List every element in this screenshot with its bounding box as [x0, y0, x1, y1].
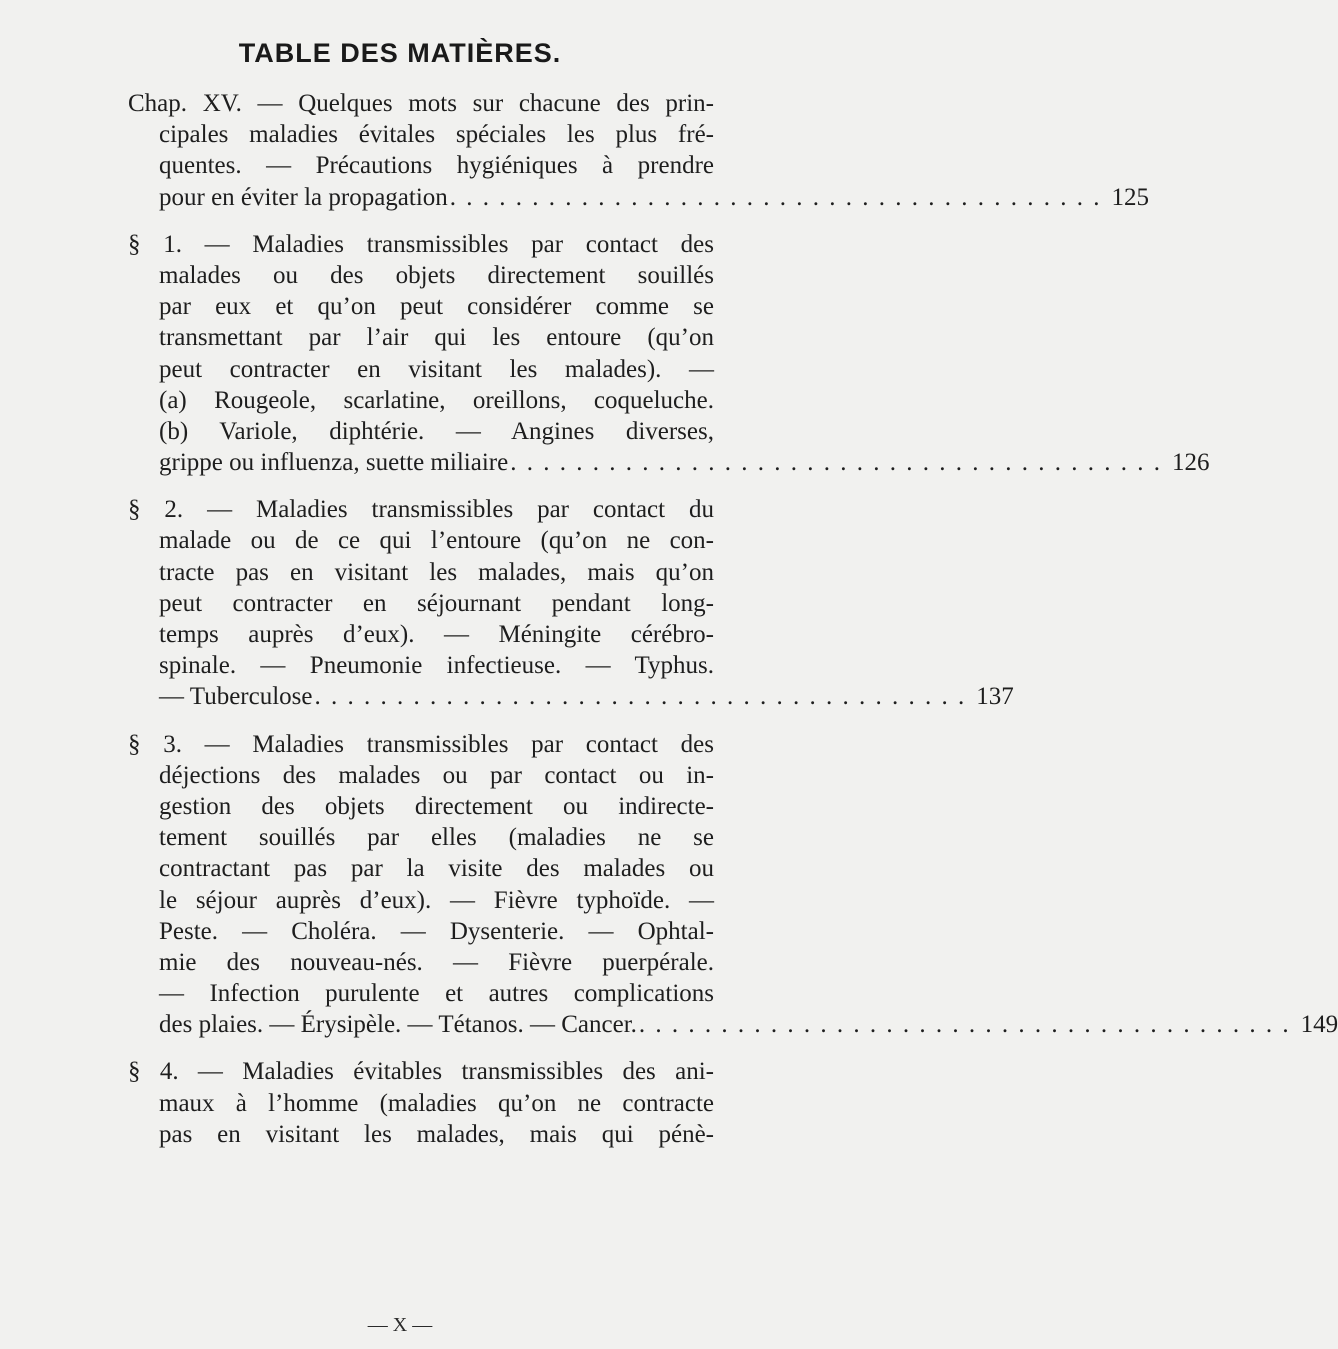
toc-entry-last-line: [128, 681, 1014, 712]
toc-entry-line: tement souillés par elles (maladies ne se: [159, 824, 714, 852]
toc-entry: [128, 494, 1014, 712]
toc-entry-text: grippe ou influenza, suette miliaire: [159, 449, 509, 477]
toc-entry: [128, 229, 1210, 479]
toc-entry-line: malade ou de ce qui l’entoure (qu’on ne con-: [159, 527, 714, 555]
page-folio: — X —: [367, 1314, 433, 1336]
toc-entry-line: § 4. — Maladies évitables transmissibles des ani-: [128, 1058, 714, 1086]
toc-entry: [128, 1056, 764, 1150]
dot-leader: . . . . . . . . . . . . . . . . . . . . . . . . . . . . . . . . . . . . . . . .: [314, 683, 967, 711]
toc-entry-line: malades ou des objets directement souillés: [159, 261, 714, 289]
toc-entry-line: par eux et qu’on peut considérer comme se: [159, 293, 714, 321]
page-header: TABLE DES MATIÈRES.: [238, 38, 562, 68]
toc-entry-line: gestion des objets directement ou indirecte-: [159, 792, 714, 820]
dot-leader: . . . . . . . . . . . . . . . . . . . . . . . . . . . . . . . . . . . . . . . .: [449, 183, 1102, 211]
toc-entry-line: spinale. — Pneumonie infectieuse. — Typhus.: [159, 652, 714, 680]
toc-page-number: 137: [976, 683, 1014, 711]
toc-entry-line: peut contracter en visitant les malades). —: [159, 355, 714, 383]
toc-entry-text: des plaies. — Érysipèle. — Tétanos. — Cancer.: [159, 1011, 637, 1039]
toc-entry-line: mie des nouveau-nés. — Fièvre puerpérale.: [159, 948, 714, 976]
toc-entry-line: — Infection purulente et autres complications: [159, 980, 714, 1008]
toc-page-number: 149: [1300, 1011, 1338, 1039]
toc-entry-text: pour en éviter la propagation: [159, 183, 448, 211]
toc-page-number: 126: [1171, 449, 1210, 477]
toc-entry-last-line: [128, 182, 1150, 213]
toc-entry-line: pas en visitant les malades, mais qui pénè-: [159, 1120, 714, 1148]
toc-entry-line: § 2. — Maladies transmissibles par contact du: [128, 496, 714, 524]
toc-entry: [128, 729, 1338, 1041]
dot-leader: . . . . . . . . . . . . . . . . . . . . . . . . . . . . . . . . . . . . . . . .: [638, 1011, 1291, 1039]
toc-entry-line: tracte pas en visitant les malades, mais qu’on: [159, 558, 714, 586]
toc-entry-line: (b) Variole, diphtérie. — Angines diverses,: [159, 417, 714, 445]
toc-entry-line: cipales maladies évitales spéciales les plus fré-: [159, 121, 714, 149]
toc-entry-line: déjections des malades ou par contact ou in-: [159, 761, 714, 789]
toc-entry-line: quentes. — Précautions hygiéniques à prendre: [159, 152, 714, 180]
dot-leader: . . . . . . . . . . . . . . . . . . . . . . . . . . . . . . . . . . . . . . . .: [510, 449, 1162, 477]
toc-page-number: 125: [1111, 183, 1150, 211]
toc-entry-line: peut contracter en séjournant pendant long-: [159, 589, 714, 617]
toc-entry-line: Peste. — Choléra. — Dysenterie. — Ophtal-: [159, 917, 714, 945]
toc-entry-line: Chap. XV. — Quelques mots sur chacune des prin-: [128, 90, 714, 117]
toc-entry-line: contractant pas par la visite des malades ou: [159, 855, 714, 883]
toc-entry-line: § 1. — Maladies transmissibles par contact des: [128, 230, 714, 258]
table-of-contents: [128, 88, 1338, 1166]
toc-entry-line: maux à l’homme (maladies qu’on ne contracte: [159, 1089, 714, 1117]
toc-entry-last-line: [128, 1009, 1338, 1040]
toc-entry-line: § 3. — Maladies transmissibles par contact des: [128, 730, 714, 758]
toc-entry: [128, 88, 1150, 213]
toc-entry-line: le séjour auprès d’eux). — Fièvre typhoïde. —: [159, 886, 714, 914]
toc-entry-line: (a) Rougeole, scarlatine, oreillons, coqueluche.: [159, 386, 714, 414]
toc-entry-last-line: [128, 447, 1210, 478]
toc-entry-text: — Tuberculose: [159, 683, 313, 711]
toc-entry-line: temps auprès d’eux). — Méningite cérébro-: [159, 621, 714, 648]
toc-entry-line: transmettant par l’air qui les entoure (qu’on: [159, 324, 714, 352]
